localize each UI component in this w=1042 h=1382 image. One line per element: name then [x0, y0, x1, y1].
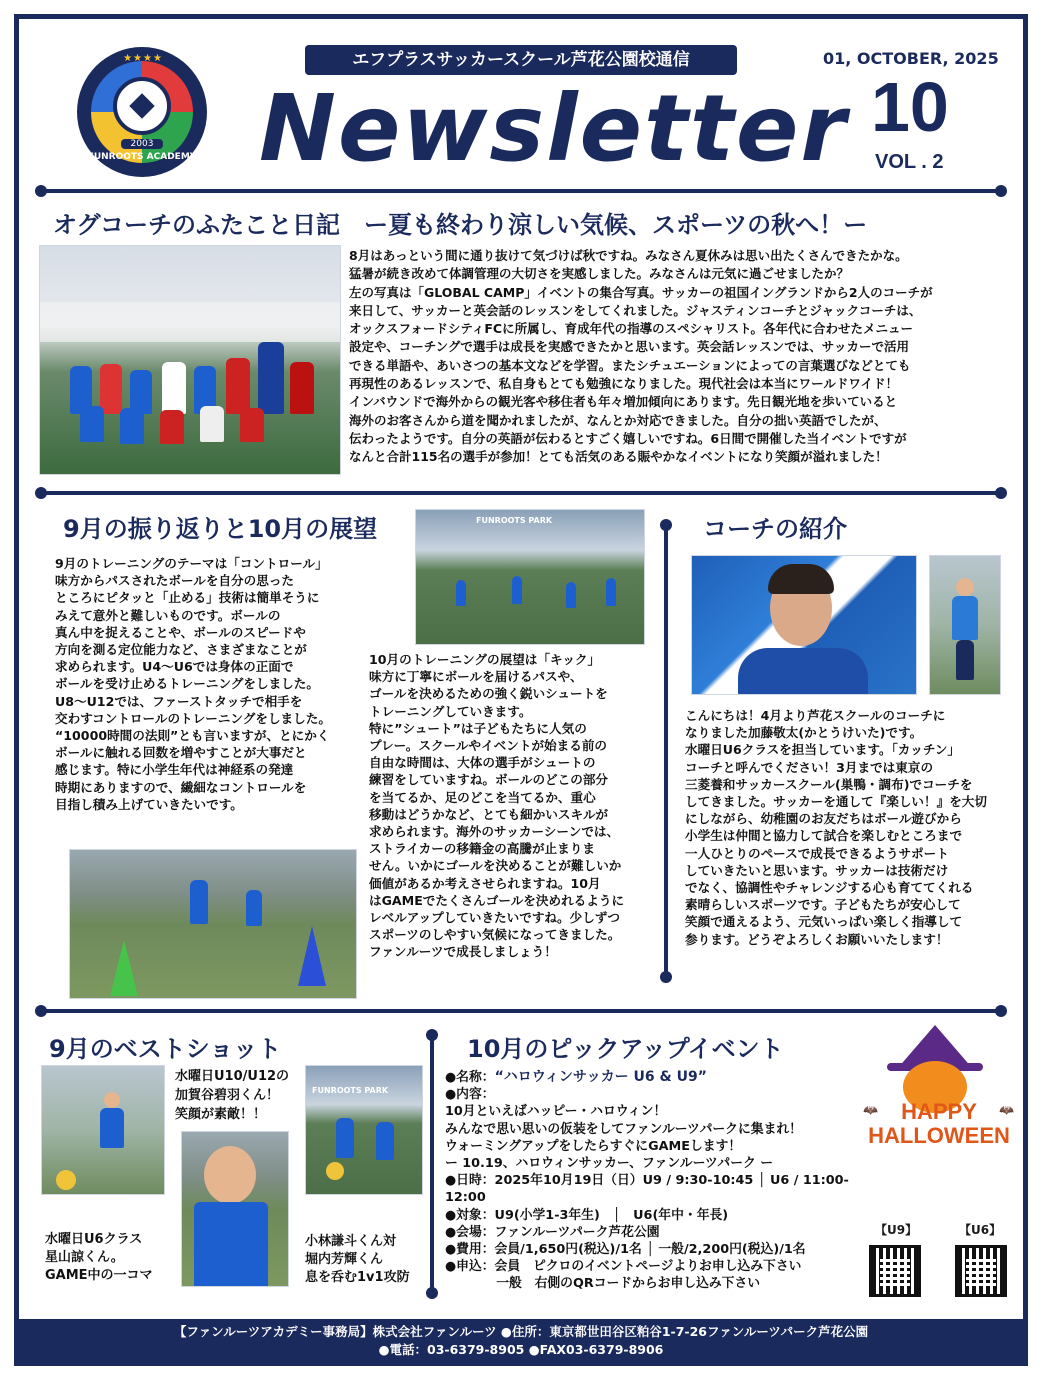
qr-label-u6: 【U6】: [959, 1223, 1002, 1237]
divider-dot: [426, 1287, 438, 1299]
text-line: 海外のお客さんから道を聞かれましたが、なんとか対応できました。自分の拙い英語でしたが、: [349, 412, 887, 428]
text-line: 9月のトレーニングのテーマは「コントロール」: [55, 556, 328, 571]
coach-hair: [768, 564, 834, 594]
text-line: 10月のトレーニングの展望は「キック」: [369, 652, 601, 667]
event-detail-line: 一般 右側のQRコードからお申し込み下さい: [445, 1276, 761, 1292]
text-line: 味方からパスされたボールを自分の思った: [55, 573, 295, 589]
best-shot-caption-3: [305, 1233, 435, 1287]
text-line: 移動はどうかなど、とても細かいスキルが: [369, 806, 609, 822]
event-name-value: “ハロウィンサッカー U6 & U9”: [494, 1069, 707, 1085]
text-line: でなく、協調性やチャレンジする心も育ててくれる: [685, 880, 974, 896]
text-line: 8月はあっという間に通り抜けて気づけば秋ですね。みなさん夏休みは思い出たくさんできたかな。: [349, 248, 908, 263]
event-content-line: ウォーミングアップをしたらすぐにGAMEします！: [445, 1138, 742, 1154]
text-line: 時期にありますので、繊細なコントロールを: [55, 779, 307, 795]
text-line: 三菱養和サッカースクール(巣鴨・調布)でコーチを: [685, 776, 973, 792]
divider-line: [41, 189, 1001, 193]
text-line: していきたいと思います。サッカーは技術だけ: [685, 862, 949, 878]
cone: [298, 926, 326, 986]
text-line: 真ん中を捉えることや、ボールのスピードや: [55, 624, 306, 640]
event-detail-line: ●申込：会員 ピクロのイベントページよりお申し込み下さい: [445, 1259, 802, 1275]
best-shot-photo-2: [181, 1131, 289, 1287]
text-line: スポーツのしやすい気候になってきました。: [369, 927, 621, 943]
text-line: 自由な時間は、大体の選手がシュートの: [369, 755, 596, 771]
divider-dot: [995, 1005, 1007, 1017]
text-line: “10000時間の法則”とも言いますが、とにかく: [55, 728, 330, 744]
section3-heading: コーチの紹介: [703, 515, 847, 543]
group-photo: [39, 245, 341, 475]
qr-label-u9: 【U9】: [875, 1223, 918, 1237]
text-line: ボールを受け止めるトレーニングをしました。: [55, 676, 319, 692]
divider-dot: [660, 971, 672, 983]
bat-icon: 🦇: [999, 1103, 1014, 1117]
best-shot-caption-2: [175, 1067, 315, 1124]
text-line: 味方に丁寧にボールを届けるパスや、: [369, 669, 583, 685]
halloween-illustration: [859, 1023, 1019, 1163]
training-photo-1: [415, 509, 645, 645]
text-line: せん。いかにゴールを決めることが難しいか: [369, 858, 622, 874]
coach-portrait: [691, 555, 917, 695]
school-bar: エフプラスサッカースクール芦花公園校通信: [305, 45, 737, 75]
ball: [326, 1162, 344, 1180]
event-details: [445, 1069, 875, 1293]
text-line: ファンルーツで成長しましょう！: [369, 944, 557, 960]
footer: [19, 1319, 1023, 1361]
qr-code-u9[interactable]: [869, 1245, 921, 1297]
text-line: 価値があるか考えさせられますね。10月: [369, 875, 601, 891]
caption-line: 加賀谷碧羽くん！: [175, 1088, 280, 1103]
text-line: オックスフォードシティFCに所属し、育成年代の指導のスペシャリスト。各年代に合わせたメニュー: [349, 321, 913, 337]
funroots-logo: [77, 47, 207, 177]
text-line: 設定や、コーチングで選手は成長を実感できたかと思います。英会話レッスンでは、サッカーで活用: [349, 339, 910, 355]
bat-icon: 🦇: [863, 1103, 878, 1117]
footer-contact: ●電話：03-6379-8905 ●FAX03-6379-8906: [378, 1342, 664, 1357]
section5-heading: 10月のピックアップイベント: [467, 1035, 784, 1063]
text-line: 来日して、サッカーと英会話のレッスンをしてくれました。ジャスティンコーチとジャックコーチは、: [349, 302, 922, 318]
event-detail-line: ●日時：2025年10月19日（日）U9 / 9:30-10:45 │ U6 / 11:00-12:00: [445, 1173, 849, 1206]
issue-date: 01, OCTOBER, 2025: [823, 49, 999, 68]
caption-line: 小林謙斗くん対: [305, 1234, 397, 1249]
best-shot-photo-3: [305, 1065, 423, 1195]
caption-line: 水曜日U10/U12の: [175, 1069, 290, 1084]
ball: [56, 1170, 76, 1190]
logo-year: 2003: [121, 139, 163, 149]
event-detail-line: ●会場：ファンルーツパーク芦花公園: [445, 1224, 660, 1240]
divider-dot: [995, 487, 1007, 499]
text-line: 伝わったようです。自分の英語が伝わるとすごく嬉しいですね。6日間で開催した当イベントですが: [349, 430, 907, 446]
text-line: 方向を測る定位能力など、さまざまなことが: [55, 642, 307, 658]
text-line: してきました。サッカーを通して『楽しい！』を大切: [685, 794, 987, 810]
event-name-label: ●名称：: [445, 1070, 495, 1085]
text-line: 特に”シュート”は子どもたちに人気の: [369, 720, 587, 736]
text-line: 猛暑が続き改めて体調管理の大切さを実感しました。みなさんは元気に過ごせましたか？: [349, 266, 850, 282]
issue-number: 10: [871, 68, 949, 146]
coach-photo: [929, 555, 1001, 695]
text-line: 水曜日U6クラスを担当しています。「カッチン」: [685, 742, 961, 758]
text-line: 練習をしていますね。ボールのどこの部分: [369, 772, 609, 788]
text-line: トレーニングしていきます。: [369, 703, 532, 719]
halloween-text: HALLOWEEN: [868, 1123, 1010, 1148]
photo-sign: FUNROOTS PARK: [312, 1086, 389, 1095]
text-line: 一人ひとりのペースで成長できるようサポート: [685, 845, 949, 861]
event-detail-line: ●費用：会員/1,650円(税込)/1名 │ 一般/2,200円(税込)/1名: [445, 1242, 806, 1258]
footer-address: 【ファンルーツアカデミー事務局】株式会社ファンルーツ ●住所：東京都世田谷区粕谷1-7-26ファンルーツパーク芦花公園: [173, 1324, 869, 1339]
text-line: ゴールを決めるための強く鋭いシュートを: [369, 686, 608, 702]
divider-line: [41, 491, 1001, 495]
text-line: はGAMEでたくさんゴールを決めれるように: [369, 892, 625, 908]
section1-heading: オグコーチのふたこと日記 ー夏も終わり涼しい気候、スポーツの秋へ！ー: [53, 211, 868, 239]
text-line: 目指し積み上げていきたいです。: [55, 796, 243, 812]
event-content-line: みんなで思い思いの仮装をしてファンルーツパークに集まれ！: [445, 1121, 802, 1137]
divider-line: [41, 1009, 1001, 1013]
text-line: 感じます。特に小学生年代は神経系の発達: [55, 762, 294, 778]
text-line: 求められます。海外のサッカーシーンでは、: [369, 824, 620, 840]
text-line: ボールに触れる回数を増やすことが大事だと: [55, 745, 307, 761]
section4-heading: 9月のベストショット: [49, 1035, 282, 1063]
halloween-happy: HAPPY: [901, 1099, 977, 1124]
text-line: 左の写真は「GLOBAL CAMP」イベントの集合写真。サッカーの祖国イングランドから2人のコーチが: [349, 284, 933, 300]
text-line: にしながら、幼稚園のお友だちはボール遊びから: [685, 811, 962, 827]
photo-sign: FUNROOTS PARK: [476, 516, 553, 525]
text-line: レベルアップしていきたいですね。少しずつ: [369, 910, 620, 926]
text-line: 求められます。U4～U6では身体の正面で: [55, 659, 294, 675]
text-line: コーチと呼んでください！3月までは東京の: [685, 759, 934, 775]
text-line: 参ります。どうぞよろしくお願いいたします！: [685, 931, 949, 947]
logo-stars: ★★★★: [123, 53, 163, 64]
logo-text: FUNROOTS ACADEMY: [87, 152, 197, 162]
volume-label: VOL . 2: [875, 151, 944, 173]
training-photo-2: [69, 849, 357, 999]
caption-line: 星山諒くん。: [45, 1250, 124, 1265]
caption-line: 水曜日U6クラス: [45, 1232, 143, 1247]
newsletter-page: [14, 14, 1028, 1366]
text-line: 小学生は仲間と協力して試合を楽しむところまで: [685, 828, 963, 844]
text-line: みえて意外と難しいものです。ボールの: [55, 607, 281, 623]
coach-shirt: [738, 648, 868, 695]
caption-line: 堀内芳輝くん: [305, 1252, 384, 1267]
section1-text: [349, 247, 1019, 467]
section3-text: [685, 707, 1015, 948]
text-line: 笑顔で通えるよう、元気いっぱい楽しく指導して: [685, 914, 963, 930]
text-line: インバウンドで海外からの観光客や移住者も年々増加傾向にあります。先日観光地を歩いていると: [349, 394, 898, 410]
event-name: [445, 1069, 875, 1086]
cone: [110, 940, 138, 996]
section2-col2: [369, 651, 669, 961]
divider-line: [430, 1035, 434, 1289]
divider-line: [664, 525, 668, 975]
soccer-ball-icon: [113, 77, 171, 135]
section2-col1: [55, 555, 395, 813]
text-line: ストライカーの移籍金の高騰が止まりま: [369, 841, 595, 857]
event-content-line: 10月といえばハッピー・ハロウィン！: [445, 1104, 667, 1120]
text-line: なりました加藤敬太(かとうけいた)です。: [685, 725, 923, 741]
section2-heading: 9月の振り返りと10月の展望: [63, 515, 378, 543]
text-line: プレー。スクールやイベントが始まる前の: [369, 738, 608, 754]
event-content-label: ●内容：: [445, 1087, 495, 1103]
best-shot-photo-1: [41, 1065, 165, 1195]
text-line: 再現性のあるレッスンで、私自身もとても勉強になりました。現代社会は本当にワールドワイド！: [349, 376, 899, 392]
newsletter-title: Newsletter: [259, 75, 848, 182]
divider-dot: [995, 185, 1007, 197]
text-line: 交わすコントロールのトレーニングをしました。: [55, 710, 331, 726]
event-detail-line: ●対象：U9(小学1-3年生) │ U6(年中・年長): [445, 1207, 729, 1223]
caption-line: 笑顔が素敵！！: [175, 1107, 267, 1122]
text-line: こんにちは！4月より芦花スクールのコーチに: [685, 708, 946, 723]
text-line: なんと合計115名の選手が参加！とても活気のある賑やかなイベントになり笑顔が溢れました！: [349, 449, 888, 465]
text-line: できる単語や、あいさつの基本文などを学習。またシチュエーションによっての言葉選びなどとても: [349, 357, 911, 373]
text-line: ところにピタッと「止める」技術は簡単そうに: [55, 590, 320, 606]
event-content-line: ー 10.19、ハロウィンサッカー、ファンルーツパーク ー: [445, 1156, 774, 1172]
caption-line: 息を呑む1v1攻防: [305, 1270, 410, 1285]
text-line: を当てるか、足のどこを当てるか、重心: [369, 789, 596, 805]
tent: [40, 302, 341, 342]
text-line: 素晴らしいスポーツです。子どもたちが安心して: [685, 897, 961, 913]
qr-code-u6[interactable]: [955, 1245, 1007, 1297]
best-shot-caption-1: [45, 1231, 175, 1285]
text-line: U8～U12では、ファーストタッチで相手を: [55, 693, 303, 709]
caption-line: GAME中の一コマ: [45, 1268, 153, 1283]
